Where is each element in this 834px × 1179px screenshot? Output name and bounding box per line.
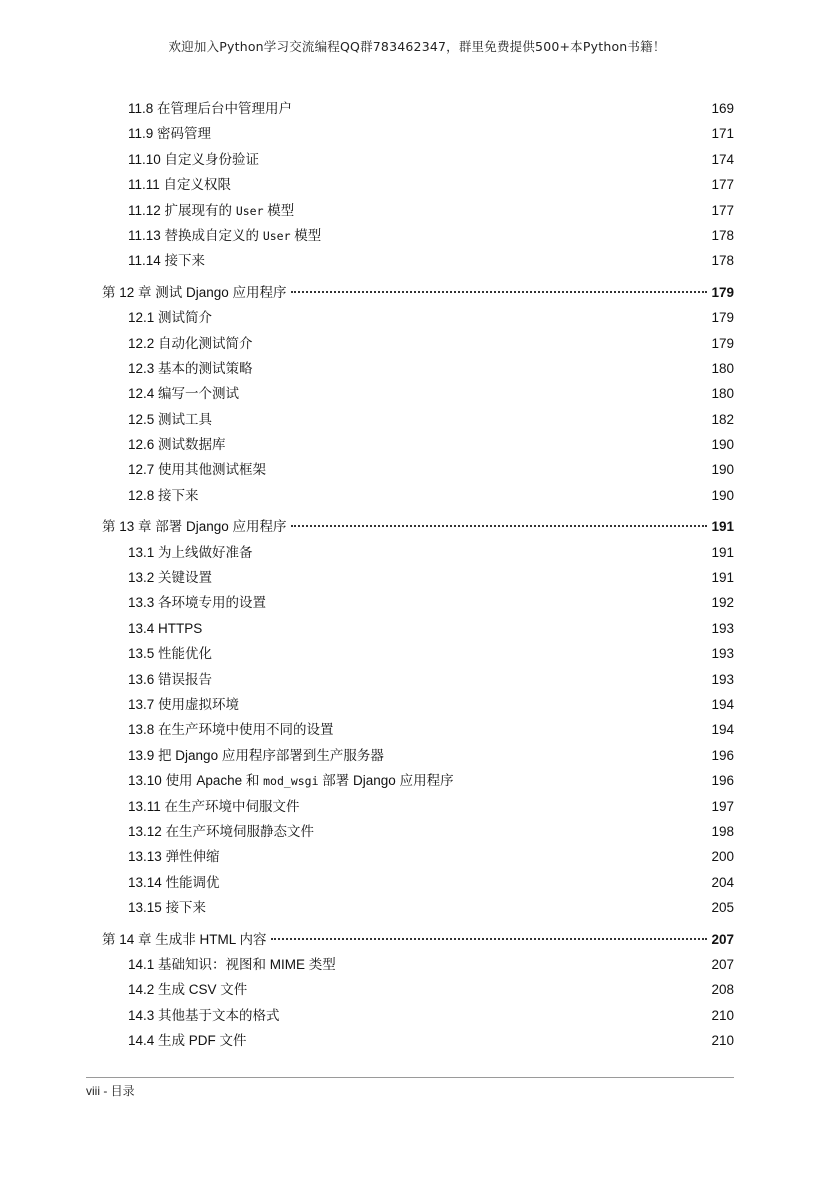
section-page-number: 200 [711,849,734,865]
section-title: 弹性伸缩 [165,849,220,865]
section-title: 使用 Apache 和 [165,773,260,789]
section-title: 接下来 [158,487,199,503]
toc-section-row[interactable] [102,540,734,565]
section-title: 使用虚拟环境 [158,696,240,712]
section-page-number: 197 [711,798,734,814]
section-number: 12.2 [128,335,155,351]
toc-section-row[interactable] [102,819,734,844]
section-title-suffix: 模型 [267,202,295,218]
dot-leader [291,291,708,293]
section-number: 13.15 [128,900,162,916]
section-number: 11.11 [128,177,160,193]
toc-section-row[interactable] [102,844,734,869]
toc-section-row[interactable] [102,457,734,482]
section-number: 14.2 [128,982,155,998]
section-page-number: 208 [711,982,734,998]
chapter-page-number: 207 [711,931,734,947]
toc-section-row[interactable] [102,870,734,895]
section-title: 自定义身份验证 [164,151,260,167]
section-page-number: 196 [711,747,734,763]
section-number: 13.13 [128,849,162,865]
toc-section-row[interactable] [102,616,734,641]
toc-section-row[interactable] [102,743,734,768]
section-title: 关键设置 [158,570,213,586]
section-number: 13.11 [128,798,161,814]
section-number: 12.6 [128,437,155,453]
section-title: 性能优化 [158,646,213,662]
section-number: 11.10 [128,151,161,167]
dot-leader [271,938,708,940]
section-page-number: 177 [711,202,734,218]
section-page-number: 171 [711,126,734,142]
toc-section-row[interactable] [102,248,734,273]
section-code-term: User [262,228,291,243]
section-title: 扩展现有的 [164,202,233,218]
section-title: 在管理后台中管理用户 [157,101,293,116]
toc-section-row[interactable] [102,794,734,819]
footer-divider [86,1077,734,1078]
toc-section-row[interactable] [102,407,734,432]
toc-section-row[interactable] [102,198,734,223]
toc-section-row[interactable] [102,565,734,590]
toc-section-row[interactable] [102,381,734,406]
section-title: 性能调优 [165,874,220,890]
section-number: 13.4 [128,620,155,636]
section-title: 为上线做好准备 [158,544,253,560]
toc-section-row[interactable] [102,356,734,381]
section-number: 12.3 [128,360,155,376]
section-page-number: 180 [711,360,734,376]
section-number: 13.12 [128,823,162,839]
section-title: 自动化测试简介 [158,335,253,351]
toc-section-row[interactable] [102,717,734,742]
toc-section-row[interactable] [102,977,734,1002]
toc-section-row[interactable] [102,96,734,121]
section-number: 13.1 [128,544,155,560]
toc-section-row[interactable] [102,1003,734,1028]
section-page-number: 174 [711,151,734,167]
section-number: 11.13 [128,227,161,243]
section-page-number: 207 [711,956,734,972]
section-number: 13.10 [128,773,162,789]
section-page-number: 210 [711,1007,734,1023]
section-title: HTTPS [158,620,203,636]
section-page-number: 205 [711,900,734,916]
section-title: 其他基于文本的格式 [158,1007,280,1023]
section-number: 12.5 [128,411,155,427]
toc-section-row[interactable] [102,147,734,172]
section-page-number: 193 [711,646,734,662]
section-page-number: 198 [711,823,734,839]
section-number: 13.6 [128,671,155,687]
section-number: 14.1 [128,956,155,972]
section-number: 11.8 [128,101,154,116]
section-page-number: 204 [711,874,734,890]
toc-section-row[interactable] [102,895,734,920]
section-number: 13.14 [128,874,162,890]
toc-section-row[interactable] [102,331,734,356]
toc-section-row[interactable] [102,952,734,977]
section-page-number: 169 [711,101,734,116]
toc-section-row[interactable] [102,667,734,692]
section-title: 在生产环境中伺服文件 [164,798,300,814]
section-page-number: 210 [711,1033,734,1049]
section-number: 13.3 [128,595,155,611]
section-title: 使用其他测试框架 [158,462,267,478]
section-number: 12.4 [128,386,155,402]
section-number: 13.5 [128,646,155,662]
section-page-number: 193 [711,620,734,636]
toc-section-row[interactable] [102,692,734,717]
section-code-term: User [235,203,264,218]
section-page-number: 177 [711,177,734,193]
section-number: 11.14 [128,253,161,269]
section-title: 生成 CSV 文件 [158,982,248,998]
section-title: 接下来 [165,900,207,916]
section-title: 错误报告 [158,671,213,687]
section-page-number: 194 [711,722,734,738]
chapter-title: 第 12 章 测试 Django 应用程序 [102,284,287,300]
toc-section-row[interactable] [102,483,734,508]
toc-chapter-row[interactable] [102,280,734,305]
section-page-number: 192 [711,595,734,611]
section-code-term: mod_wsgi [263,774,319,789]
toc-section-row[interactable] [102,1028,734,1053]
section-title: 基础知识：视图和 MIME 类型 [158,956,336,972]
section-title-suffix: 部署 Django 应用程序 [322,773,454,789]
section-number: 14.3 [128,1007,155,1023]
chapter-page-number: 191 [711,519,734,535]
section-page-number: 190 [711,437,734,453]
section-number: 11.9 [128,126,154,142]
section-page-number: 190 [711,462,734,478]
toc-chapter-row[interactable] [102,514,734,539]
section-title-suffix: 模型 [294,227,322,243]
section-title: 测试数据库 [158,437,226,453]
toc-section-row[interactable] [102,223,734,248]
section-page-number: 178 [711,227,734,243]
toc-section-row[interactable] [102,305,734,330]
table-of-contents [102,96,734,1053]
toc-section-row[interactable] [102,641,734,666]
section-number: 12.7 [128,462,155,478]
section-page-number: 179 [711,335,734,351]
section-number: 12.1 [128,310,155,326]
toc-chapter-row[interactable] [102,927,734,952]
section-title: 接下来 [164,253,206,269]
section-page-number: 180 [711,386,734,402]
section-page-number: 191 [711,544,734,560]
toc-section-row[interactable] [102,432,734,457]
section-page-number: 191 [711,570,734,586]
chapter-title: 第 13 章 部署 Django 应用程序 [102,519,287,535]
section-number: 13.9 [128,747,155,763]
section-title: 基本的测试策略 [158,360,253,376]
section-title: 在生产环境伺服静态文件 [165,823,315,839]
section-title: 密码管理 [157,126,212,142]
header-banner: 欢迎加入Python学习交流编程QQ群783462347，群里免费提供500+本Python书籍！ [168,39,666,54]
section-number: 13.2 [128,570,155,586]
toc-section-row[interactable] [102,172,734,197]
toc-section-row[interactable] [102,121,734,146]
section-title: 编写一个测试 [158,386,240,402]
section-title: 各环境专用的设置 [158,595,267,611]
section-title: 自定义权限 [163,177,232,193]
section-number: 13.7 [128,696,155,712]
section-page-number: 179 [711,310,734,326]
section-number: 14.4 [128,1033,155,1049]
section-page-number: 190 [711,487,734,503]
section-page-number: 193 [711,671,734,687]
section-page-number: 182 [711,411,734,427]
section-title: 把 Django 应用程序部署到生产服务器 [158,747,384,763]
section-page-number: 178 [711,253,734,269]
section-page-number: 194 [711,696,734,712]
chapter-page-number: 179 [711,284,734,300]
page-footer: viii - 目录 [86,1084,135,1098]
section-number: 12.8 [128,487,155,503]
section-title: 替换成自定义的 [164,227,260,243]
chapter-title: 第 14 章 生成非 HTML 内容 [102,931,267,947]
section-number: 11.12 [128,202,161,218]
section-title: 测试工具 [158,411,213,427]
dot-leader [291,525,708,527]
section-title: 测试简介 [158,310,213,326]
section-page-number: 196 [711,773,734,789]
section-number: 13.8 [128,722,155,738]
section-title: 在生产环境中使用不同的设置 [158,722,334,738]
toc-section-row[interactable] [102,590,734,615]
section-title: 生成 PDF 文件 [158,1033,247,1049]
toc-section-row[interactable] [102,768,734,793]
